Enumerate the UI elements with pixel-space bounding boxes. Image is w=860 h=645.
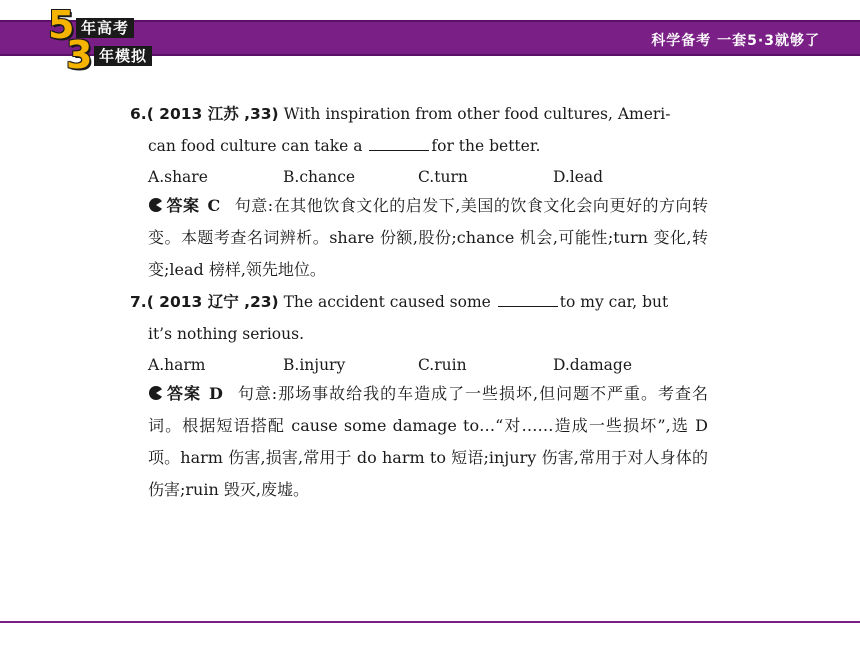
slogan-text: 科学备考 一套5·3就够了 bbox=[651, 33, 820, 49]
answer-q6 bbox=[148, 190, 708, 286]
answer-blank bbox=[498, 288, 558, 307]
answer-letter: C bbox=[207, 196, 221, 215]
question-card bbox=[122, 96, 722, 546]
answer-icon bbox=[148, 385, 164, 401]
question-number: 6. bbox=[130, 105, 147, 123]
question-text-b: for the better. bbox=[431, 137, 541, 155]
answer-explanation: 句意:那场事故给我的车造成了一些损坏,但问题不严重。考查名词。根据短语搭配 cause some damage to…“对……造成一些损坏”,选 D 项。harm 伤害,损害,常用于 do harm to 短语;injury 伤害,常用于对人身体的伤害;ruin 毁灭,废墟。 bbox=[148, 384, 708, 499]
option-d: D.lead bbox=[553, 168, 604, 186]
answer-label: 答案 bbox=[166, 384, 201, 403]
question-6 bbox=[130, 98, 705, 162]
answer-icon bbox=[148, 197, 164, 213]
answer-label: 答案 bbox=[166, 196, 200, 215]
option-c: C.ruin bbox=[418, 356, 467, 374]
question-text-b: to my car, but bbox=[559, 293, 669, 311]
answer-explanation: 句意:在其他饮食文化的启发下,美国的饮食文化会向更好的方向转变。本题考查名词辨析。share 份额,股份;chance 机会,可能性;turn 变化,转变;lead 榜样,领先地位。 bbox=[148, 196, 708, 279]
option-a: A.harm bbox=[148, 356, 206, 374]
question-text-a: The accident caused some bbox=[278, 293, 496, 311]
brand-logo bbox=[48, 3, 168, 77]
logo-number-5: 5 bbox=[48, 3, 75, 47]
options-q7 bbox=[148, 356, 708, 374]
option-b: B.chance bbox=[283, 168, 356, 186]
answer-letter: D bbox=[208, 384, 223, 403]
question-number: 7. bbox=[130, 293, 147, 311]
logo-text-line1: 年高考 bbox=[76, 18, 134, 38]
option-d: D.damage bbox=[553, 356, 632, 374]
question-text-a: can food culture can take a bbox=[148, 137, 368, 155]
option-a: A.share bbox=[148, 168, 208, 186]
question-text: With inspiration from other food cultures, Ameri- bbox=[278, 105, 671, 123]
option-b: B.injury bbox=[283, 356, 346, 374]
options-q6 bbox=[148, 168, 708, 186]
logo-text-line2: 年模拟 bbox=[94, 46, 152, 66]
question-source: ( 2013 辽宁 ,23) bbox=[146, 293, 279, 311]
question-text-line2 bbox=[130, 130, 705, 162]
question-text-line2: it’s nothing serious. bbox=[148, 325, 304, 343]
question-7 bbox=[130, 286, 705, 350]
answer-q7 bbox=[148, 378, 708, 506]
footer-divider bbox=[0, 621, 860, 623]
logo-number-3: 3 bbox=[66, 33, 93, 77]
option-c: C.turn bbox=[418, 168, 468, 186]
question-source: ( 2013 江苏 ,33) bbox=[146, 105, 279, 123]
answer-blank bbox=[369, 132, 429, 151]
